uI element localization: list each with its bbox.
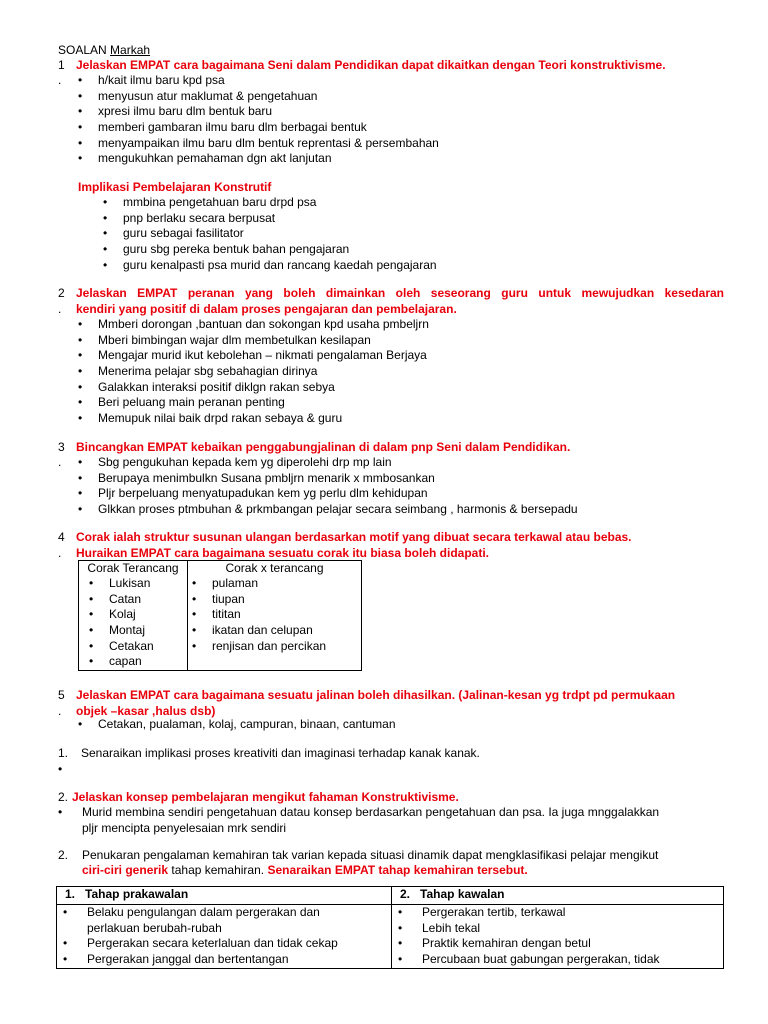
- list-item: • pulaman: [188, 576, 361, 592]
- list-item: • capan: [79, 654, 187, 670]
- list-item: • menyusun atur maklumat & pengetahuan: [78, 89, 439, 105]
- s3-mid: tahap kemahiran.: [168, 863, 268, 877]
- list-item: • menyampaikan ilmu baru dlm bentuk reprentasi & persembahan: [78, 136, 439, 152]
- prakawalan-header: [57, 887, 391, 905]
- q3-number: 3: [58, 440, 65, 454]
- q3-dot: .: [58, 455, 62, 469]
- q5-title-line1: Jelaskan EMPAT cara bagaimana sesuatu jalinan boleh dihasilkan. (Jalinan-kesan yg trdpt pd permukaan: [76, 688, 676, 702]
- list-item: • xpresi ilmu baru dlm bentuk baru: [78, 104, 439, 120]
- q5-answer-list: [78, 717, 396, 733]
- list-item: • Percubaan buat gabungan pergerakan, tidak: [392, 952, 723, 968]
- list-item: • tititan: [188, 607, 361, 623]
- list-item: • tiupan: [188, 592, 361, 608]
- pattern-table: [78, 560, 362, 671]
- list-item: • Glkkan proses ptmbuhan & prkmbangan pelajar secara seimbang , harmonis & bersepadu: [78, 502, 578, 518]
- list-item: • pnp berlaku secara berpusat: [103, 211, 437, 227]
- list-item: • guru sebagai fasilitator: [103, 226, 437, 242]
- s3-line1: Penukaran pengalaman kemahiran tak varian kepada situasi dinamik dapat mengklasifikasi pelajar mengikut: [82, 848, 659, 862]
- list-item: • Cetakan, pualaman, kolaj, campuran, binaan, cantuman: [78, 717, 396, 733]
- list-item: • Pergerakan janggal dan bertentangan: [57, 952, 391, 968]
- s1-text: Senaraikan implikasi proses kreativiti dan imaginasi terhadap kanak kanak.: [81, 746, 480, 760]
- list-item: • Belaku pengulangan dalam pergerakan dan perlakuan berubah-rubah: [57, 905, 391, 936]
- list-item: • Beri peluang main peranan penting: [78, 395, 429, 411]
- kawalan-title: Tahap kawalan: [420, 887, 505, 901]
- pattern-col-unplanned: [188, 561, 362, 671]
- list-item: • guru kenalpasti psa murid dan rancang kaedah pengajaran: [103, 258, 437, 274]
- q2-number: 2: [58, 286, 65, 300]
- list-item: • Mmberi dorongan ,bantuan dan sokongan kpd usaha pmbeljrn: [78, 317, 429, 333]
- s2-item-line1: Murid membina sendiri pengetahuan datau konsep berdasarkan pengetahuan dan psa. Ia juga mnggalakkan: [82, 805, 660, 819]
- kawalan-header: [392, 887, 723, 905]
- list-item: • Montaj: [79, 623, 187, 639]
- s2-item-line2: pljr mencipta penyelesaian mrk sendiri: [82, 821, 287, 835]
- list-item: • Lebih tekal: [392, 921, 723, 937]
- list-item: • memberi gambaran ilmu baru dlm berbagai bentuk: [78, 120, 439, 136]
- prakawalan-title: Tahap prakawalan: [85, 887, 189, 901]
- pattern-col-planned: [79, 561, 188, 671]
- s3-number: 2.: [58, 848, 69, 862]
- list-item: • mmbina pengetahuan baru drpd psa: [103, 195, 437, 211]
- q4-title-line1: Corak ialah struktur susunan ulangan berdasarkan motif yang dibuat secara terkawal atau bebas.: [76, 530, 632, 544]
- q1-dot: .: [58, 73, 62, 87]
- list-item: [58, 805, 659, 821]
- list-item: • Memupuk nilai baik drpd rakan sebaya & guru: [78, 411, 429, 427]
- skill-col-kawalan: [392, 887, 724, 969]
- q2-title-line2: kendiri yang positif di dalam proses pengajaran dan pembelajaran.: [76, 302, 457, 316]
- q2-title-line1: Jelaskan EMPAT peranan yang boleh dimainkan oleh seseorang guru untuk mewujudkan kesedaran: [76, 286, 724, 300]
- list-item: • Pljr berpeluang menyatupadukan kem yg perlu dlm kehidupan: [78, 486, 578, 502]
- prakawalan-num: 1.: [65, 887, 76, 901]
- list-item: • Mberi bimbingan wajar dlm membetulkan kesilapan: [78, 333, 429, 349]
- q2-answer-list: [78, 317, 429, 427]
- q1-title: Jelaskan EMPAT cara bagaimana Seni dalam Pendidikan dapat dikaitkan dengan Teori konstruktivisme.: [76, 58, 666, 72]
- q3-answer-list: [78, 455, 578, 518]
- q5-number: 5: [58, 688, 65, 702]
- s2-number: 2.: [58, 790, 69, 804]
- list-item: • Cetakan: [79, 639, 187, 655]
- q3-title: Bincangkan EMPAT kebaikan penggabungjalinan di dalam pnp Seni dalam Pendidikan.: [76, 440, 571, 454]
- list-item: • Menerima pelajar sbg sebahagian dirinya: [78, 364, 429, 380]
- q1-sub-list: [103, 195, 437, 273]
- list-item: • h/kait ilmu baru kpd psa: [78, 73, 439, 89]
- q4-number: 4: [58, 530, 65, 544]
- list-item: • Pergerakan secara keterlaluan dan tidak cekap: [57, 936, 391, 952]
- s3-instruction: Senaraikan EMPAT tahap kemahiran tersebut.: [267, 863, 528, 877]
- list-item: • ikatan dan celupan: [188, 623, 361, 639]
- s3-generic: ciri-ciri generik: [82, 863, 169, 877]
- q1-subtitle: Implikasi Pembelajaran Konstrutif: [78, 180, 272, 194]
- list-item: [58, 762, 78, 778]
- planned-header: Corak Terancang: [87, 561, 179, 575]
- q4-title-line2: Huraikan EMPAT cara bagaimana sesuatu corak itu biasa boleh didapati.: [76, 546, 490, 560]
- skill-level-table: [56, 886, 724, 969]
- q2-dot: .: [58, 302, 62, 316]
- heading-soalan: SOALAN: [58, 43, 111, 57]
- s3-line2: [82, 863, 528, 879]
- page-heading: [58, 43, 150, 59]
- list-item: • renjisan dan percikan: [188, 639, 361, 655]
- unplanned-header: Corak x terancang: [225, 561, 324, 575]
- list-item: • Lukisan: [79, 576, 187, 592]
- q4-dot: .: [58, 546, 62, 560]
- s1-number: 1.: [58, 746, 69, 760]
- list-item: • Kolaj: [79, 607, 187, 623]
- q1-number: 1: [58, 58, 65, 72]
- q5-dot: .: [58, 704, 62, 718]
- q1-answer-list: [78, 73, 439, 167]
- list-item: • Mengajar murid ikut kebolehan – nikmati pengalaman Berjaya: [78, 348, 429, 364]
- list-item: • Sbg pengukuhan kepada kem yg diperolehi drp mp lain: [78, 455, 578, 471]
- heading-markah: Markah: [110, 43, 151, 57]
- kawalan-num: 2.: [400, 887, 411, 901]
- list-item: • Galakkan interaksi positif diklgn rakan sebya: [78, 380, 429, 396]
- list-item: • Berupaya menimbulkn Susana pmbljrn menarik x mmbosankan: [78, 471, 578, 487]
- s2-title: Jelaskan konsep pembelajaran mengikut fahaman Konstruktivisme.: [72, 790, 459, 804]
- skill-col-prakawalan: [57, 887, 392, 969]
- s2-answer-list: [58, 805, 659, 821]
- list-item: • Pergerakan tertib, terkawal: [392, 905, 723, 921]
- q5-title-line2: objek –kasar ,halus dsb): [76, 704, 216, 718]
- list-item: • guru sbg pereka bentuk bahan pengajaran: [103, 242, 437, 258]
- list-item: • Praktik kemahiran dengan betul: [392, 936, 723, 952]
- list-item: • mengukuhkan pemahaman dgn akt lanjutan: [78, 151, 439, 167]
- s1-answer-list: [58, 762, 78, 778]
- list-item: • Catan: [79, 592, 187, 608]
